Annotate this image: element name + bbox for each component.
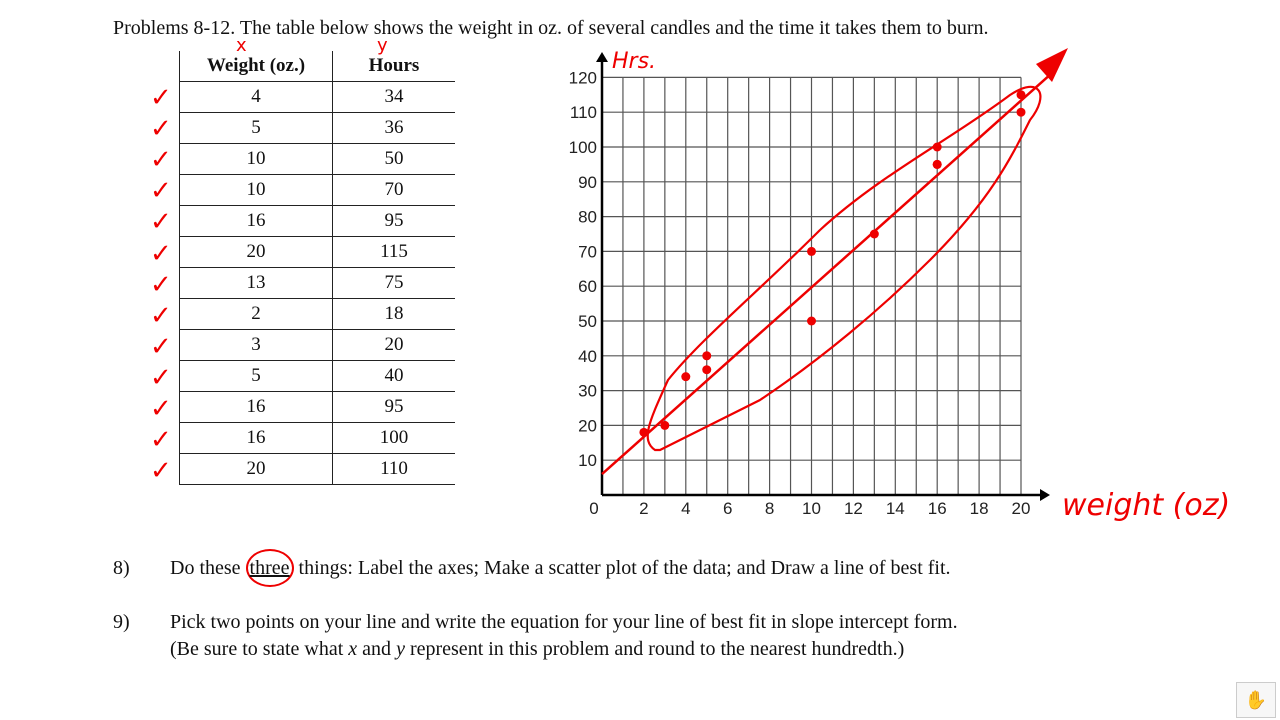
data-point [1017, 108, 1026, 117]
q9-a: (Be sure to state what [170, 638, 349, 660]
handwritten-checkmark: ✓ [150, 425, 172, 456]
hours-cell: 95 [333, 392, 456, 423]
weight-cell: 5 [180, 361, 333, 392]
data-point [933, 143, 942, 152]
handwritten-checkmark: ✓ [150, 456, 172, 487]
y-tick-label: 70 [578, 242, 597, 262]
x-tick-label: 6 [722, 499, 733, 518]
y-tick-label: 50 [578, 312, 597, 331]
data-point [702, 351, 711, 360]
data-point [933, 160, 942, 169]
hours-cell: 100 [333, 423, 456, 454]
problem-title: Problems 8-12. The table below shows the weight in oz. of several candles and the time it takes them to burn. [113, 17, 989, 39]
x-axis-handwritten-label: weight (oz) [1062, 488, 1231, 523]
q9-y: y [396, 638, 405, 660]
data-point [702, 365, 711, 374]
handwritten-checkmark: ✓ [150, 114, 172, 145]
weight-cell: 5 [180, 113, 333, 144]
x-tick-label: 10 [802, 499, 821, 518]
handwritten-checkmark: ✓ [150, 331, 172, 362]
hours-cell: 34 [333, 82, 456, 113]
weight-cell: 2 [180, 299, 333, 330]
question-9-line1: Pick two points on your line and write the equation for your line of best fit in slope intercept form. [170, 611, 958, 633]
x-tick-label: 4 [681, 499, 691, 518]
weight-cell: 3 [180, 330, 333, 361]
x-tick-label: 18 [969, 499, 989, 518]
y-axis-handwritten-label: Hrs. [612, 49, 657, 74]
y-axis-arrow [596, 52, 608, 62]
x-tick-label: 14 [885, 499, 905, 518]
best-fit-line [602, 73, 1052, 474]
data-point [807, 247, 816, 256]
weight-cell: 13 [180, 268, 333, 299]
handwritten-checkmark: ✓ [150, 394, 172, 424]
handwritten-checkmark: ✓ [150, 300, 172, 331]
x-tick-label: 20 [1011, 499, 1031, 518]
weight-cell: 20 [180, 454, 333, 485]
weight-cell: 4 [180, 82, 333, 113]
hours-cell: 50 [333, 144, 456, 175]
handwritten-x-mark: x [236, 35, 247, 56]
y-tick-label: 120 [568, 68, 597, 88]
weight-cell: 16 [180, 206, 333, 237]
y-tick-label: 30 [578, 381, 597, 401]
question-9-line2 [170, 638, 904, 661]
hours-cell: 115 [333, 237, 456, 268]
weight-cell: 16 [180, 392, 333, 423]
data-point [807, 317, 816, 326]
q9-x: x [348, 638, 358, 660]
x-tick-label: 2 [639, 499, 649, 518]
hand-wave-icon[interactable]: ✋ [1236, 682, 1276, 718]
hours-cell: 110 [333, 454, 456, 485]
question-8-text [170, 557, 951, 580]
handwritten-checkmark: ✓ [150, 238, 172, 269]
y-tick-label: 10 [578, 451, 597, 471]
x-tick-label: 8 [764, 499, 775, 518]
hours-cell: 36 [333, 113, 456, 144]
q9-c: represent in this problem and round to the nearest hundredth.) [404, 638, 905, 660]
y-tick-label: 100 [568, 138, 597, 157]
hours-cell: 20 [333, 330, 456, 361]
header-weight: Weight (oz.) [180, 51, 333, 82]
y-tick-label: 110 [569, 103, 597, 123]
hours-cell: 18 [333, 299, 456, 330]
weight-cell: 20 [180, 237, 333, 268]
best-fit-arrowhead [1036, 48, 1068, 82]
handwritten-checkmark: ✓ [150, 207, 172, 238]
hours-cell: 70 [333, 175, 456, 206]
weight-cell: 16 [180, 423, 333, 454]
x-tick-label: 16 [927, 499, 947, 518]
x-axis-arrow [1040, 489, 1050, 501]
data-point [681, 372, 690, 381]
y-tick-label: 80 [578, 207, 597, 227]
handwritten-checkmark: ✓ [150, 362, 172, 393]
hours-cell: 75 [333, 268, 456, 299]
handwritten-checkmark: ✓ [150, 83, 172, 113]
question-9-number: 9) [113, 611, 130, 633]
data-point [870, 230, 879, 239]
handwritten-y-mark: y [377, 35, 388, 56]
data-point [1017, 90, 1026, 99]
hours-cell: 40 [333, 361, 456, 392]
handwritten-checkmark: ✓ [150, 269, 172, 300]
weight-cell: 10 [180, 175, 333, 206]
y-tick-label: 40 [578, 346, 597, 366]
data-point [639, 428, 648, 437]
x-tick-label: 0 [589, 499, 599, 518]
q8-pre: Do these [170, 557, 246, 579]
y-tick-label: 60 [578, 277, 597, 297]
header-hours: Hours [333, 51, 456, 82]
q8-circled-word: three [246, 549, 294, 587]
data-point [660, 421, 669, 430]
handwritten-checkmark: ✓ [150, 176, 172, 207]
y-tick-label: 20 [578, 416, 597, 436]
x-tick-label: 12 [843, 499, 863, 518]
y-tick-label: 90 [578, 172, 597, 192]
hours-cell: 95 [333, 206, 456, 237]
q8-post: things: Label the axes; Make a scatter plot of the data; and Draw a line of best fit. [293, 557, 951, 579]
q9-b: and [357, 638, 397, 660]
weight-cell: 10 [180, 144, 333, 175]
question-8-number: 8) [113, 557, 130, 579]
handwritten-checkmark: ✓ [150, 145, 172, 176]
